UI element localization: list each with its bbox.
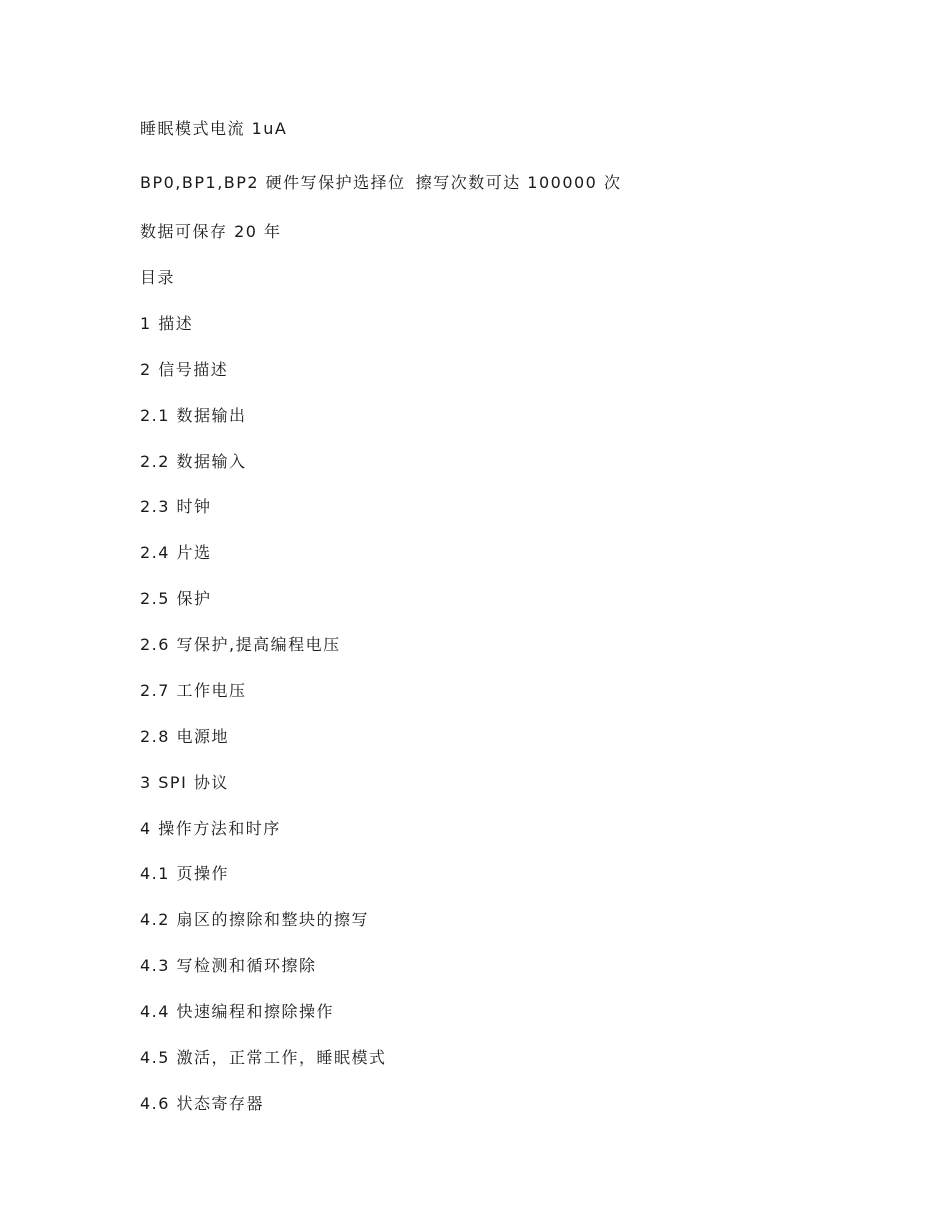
toc-item-label: 4.6 状态寄存器 — [140, 1094, 265, 1113]
toc-item[interactable] — [140, 405, 247, 427]
toc-item-label: 2.1 数据输出 — [140, 406, 247, 425]
toc-item-label: 4.1 页操作 — [140, 864, 230, 883]
toc-item-label: 2.4 片选 — [140, 543, 212, 562]
toc-item-label: 2.5 保护 — [140, 589, 212, 608]
toc-item[interactable] — [140, 588, 212, 610]
toc-item[interactable] — [140, 818, 281, 840]
intro-line-retention — [140, 221, 282, 243]
toc-item-label: 3 SPI 协议 — [140, 773, 229, 792]
toc-item[interactable] — [140, 542, 212, 564]
toc-item[interactable] — [140, 955, 317, 977]
toc-item-label: 4.3 写检测和循环擦除 — [140, 956, 317, 975]
intro-text-erase-count: 擦写次数可达 100000 次 — [415, 173, 622, 192]
intro-text: 睡眠模式电流 1uA — [140, 119, 288, 138]
toc-item[interactable] — [140, 772, 229, 794]
toc-item[interactable] — [140, 863, 229, 885]
toc-item[interactable] — [140, 359, 228, 381]
intro-line-write-protect — [140, 172, 621, 194]
intro-line-sleep-current — [140, 118, 287, 140]
toc-heading-text: 目录 — [140, 268, 176, 287]
toc-item-label: 2.7 工作电压 — [140, 681, 247, 700]
toc-item-label: 4 操作方法和时序 — [140, 819, 281, 838]
toc-item-label: 2.2 数据输入 — [140, 452, 247, 471]
intro-text: 数据可保存 20 年 — [140, 222, 282, 241]
toc-item-label: 2 信号描述 — [140, 360, 229, 379]
toc-item[interactable] — [140, 1093, 264, 1115]
intro-text-bp: BP0,BP1,BP2 硬件写保护选择位 — [140, 173, 406, 192]
toc-item-label: 1 描述 — [140, 314, 194, 333]
toc-item-label: 4.5 激活，正常工作，睡眠模式 — [140, 1048, 387, 1067]
toc-item[interactable] — [140, 634, 341, 656]
toc-item[interactable] — [140, 909, 369, 931]
toc-item-label: 2.8 电源地 — [140, 727, 230, 746]
toc-item[interactable] — [140, 680, 247, 702]
toc-item[interactable] — [140, 1001, 334, 1023]
toc-item-label: 2.6 写保护,提高编程电压 — [140, 635, 341, 654]
toc-item-label: 2.3 时钟 — [140, 497, 212, 516]
toc-item[interactable] — [140, 313, 193, 335]
toc-item-label: 4.2 扇区的擦除和整块的擦写 — [140, 910, 370, 929]
toc-item[interactable] — [140, 726, 229, 748]
toc-item[interactable] — [140, 496, 212, 518]
toc-heading — [140, 267, 175, 289]
toc-item-label: 4.4 快速编程和擦除操作 — [140, 1002, 335, 1021]
toc-item[interactable] — [140, 1047, 387, 1069]
toc-item[interactable] — [140, 451, 247, 473]
